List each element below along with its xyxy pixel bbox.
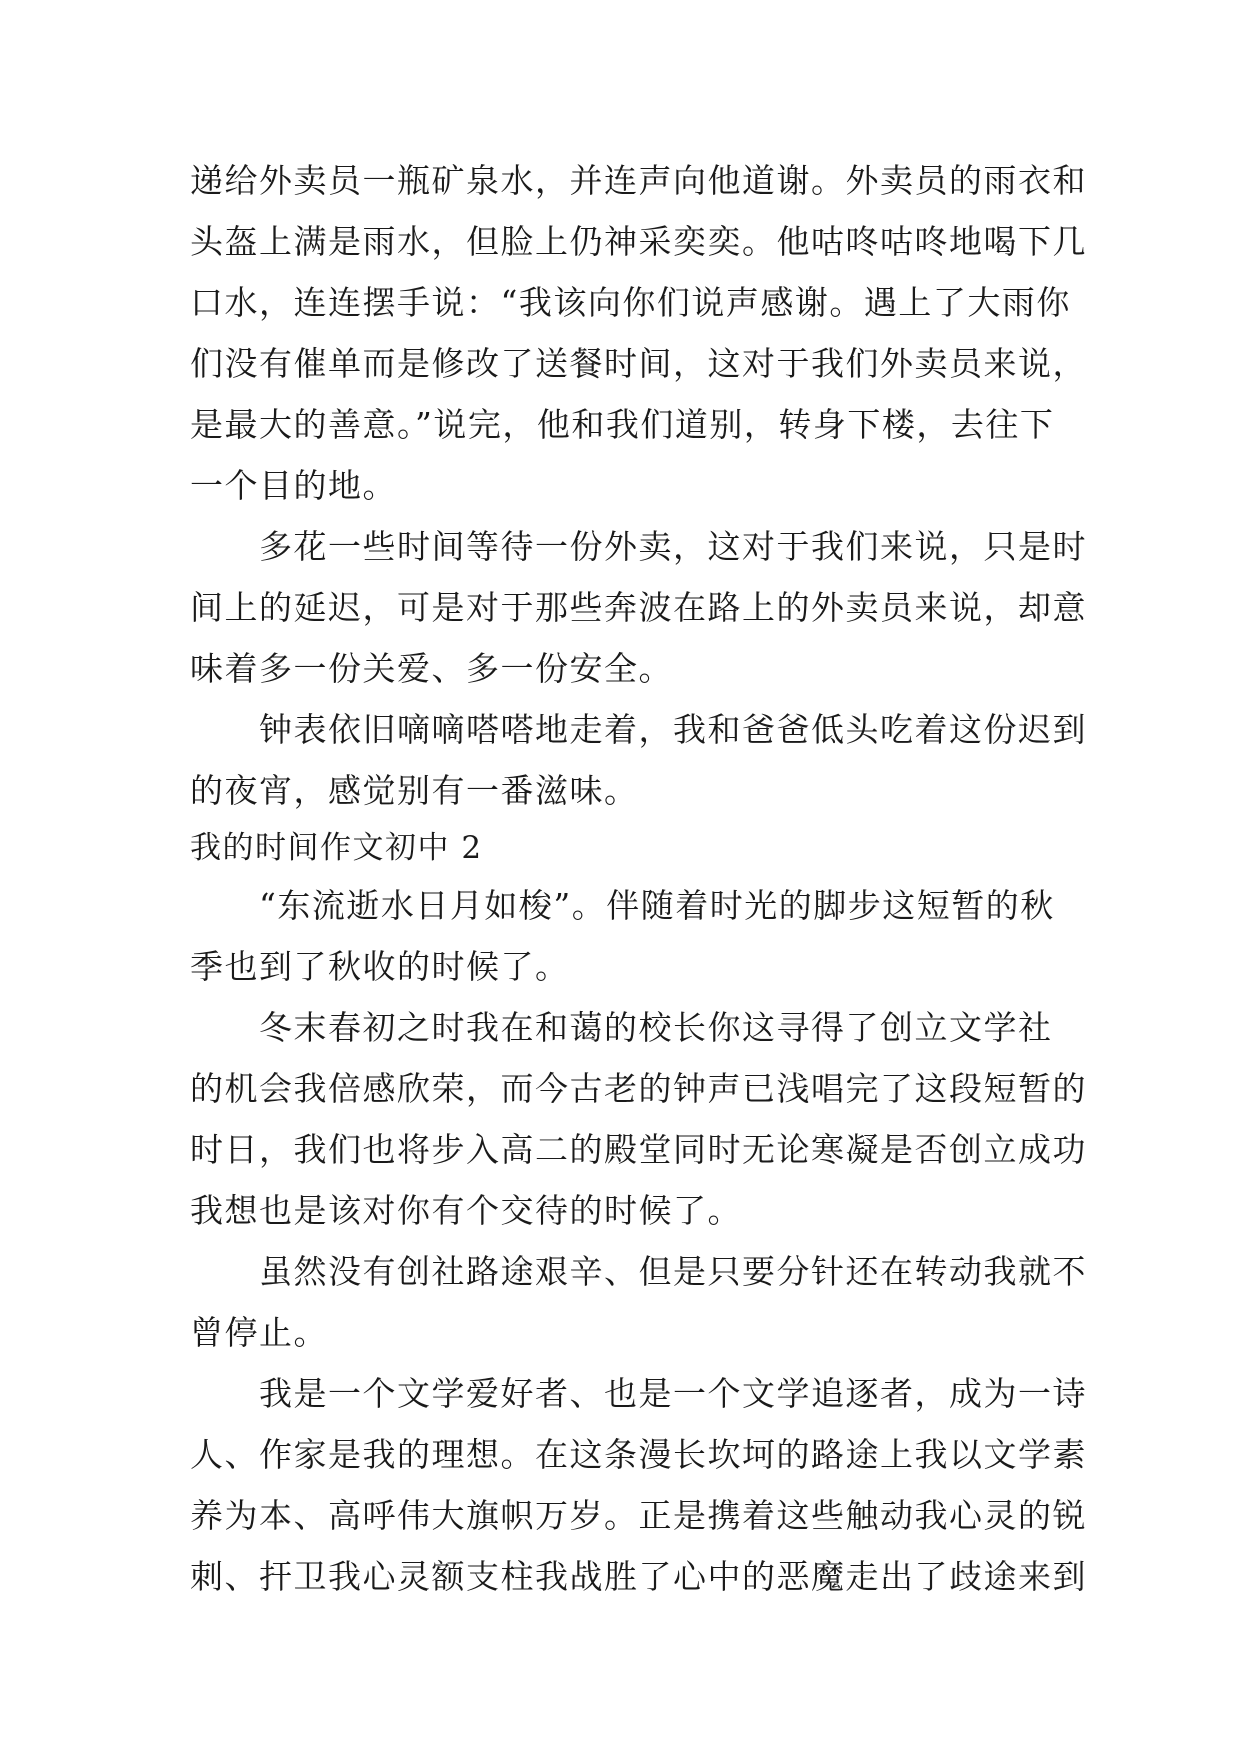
text-line: 我是一个文学爱好者、也是一个文学追逐者，成为一诗	[190, 1374, 1087, 1413]
text-line: 递给外卖员一瓶矿泉水，并连声向他道谢。外卖员的雨衣和	[190, 161, 1087, 200]
text-line: 季也到了秋收的时候了。	[190, 947, 570, 986]
text-line: 养为本、高呼伟大旗帜万岁。正是携着这些触动我心灵的锐	[190, 1496, 1087, 1535]
text-line: 一个目的地。	[190, 466, 397, 505]
text-line: 曾停止。	[190, 1313, 328, 1352]
text-line: 冬末春初之时我在和蔼的校长你这寻得了创立文学社	[190, 1008, 1053, 1047]
text-line: 钟表依旧嘀嘀嗒嗒地走着，我和爸爸低头吃着这份迟到	[190, 710, 1087, 749]
text-line: 间上的延迟，可是对于那些奔波在路上的外卖员来说，却意	[190, 588, 1087, 627]
section-heading: 我的时间作文初中 2	[190, 830, 483, 866]
text-line: 刺、扞卫我心灵额支柱我战胜了心中的恶魔走出了歧途来到	[190, 1557, 1087, 1596]
text-line: 口水，连连摆手说：“我该向你们说声感谢。遇上了大雨你	[190, 283, 1071, 322]
text-line: 们没有催单而是修改了送餐时间，这对于我们外卖员来说，	[190, 344, 1087, 383]
text-line: 是最大的善意。”说完，他和我们道别，转身下楼，去往下	[190, 405, 1055, 444]
text-line: 的机会我倍感欣荣，而今古老的钟声已浅唱完了这段短暂的	[190, 1069, 1087, 1108]
text-line: 多花一些时间等待一份外卖，这对于我们来说，只是时	[190, 527, 1087, 566]
text-line: 的夜宵，感觉别有一番滋味。	[190, 771, 639, 810]
text-line: 头盔上满是雨水，但脸上仍神采奕奕。他咕咚咕咚地喝下几	[190, 222, 1087, 261]
text-line: “东流逝水日月如梭”。伴随着时光的脚步这短暂的秋	[190, 886, 1055, 925]
body-text	[190, 150, 1087, 1607]
text-line: 我想也是该对你有个交待的时候了。	[190, 1191, 742, 1230]
text-line: 味着多一份关爱、多一份安全。	[190, 649, 673, 688]
text-line: 人、作家是我的理想。在这条漫长坎坷的路途上我以文学素	[190, 1435, 1087, 1474]
text-line: 虽然没有创社路途艰辛、但是只要分针还在转动我就不	[190, 1252, 1087, 1291]
text-line: 时日，我们也将步入高二的殿堂同时无论寒凝是否创立成功	[190, 1130, 1087, 1169]
